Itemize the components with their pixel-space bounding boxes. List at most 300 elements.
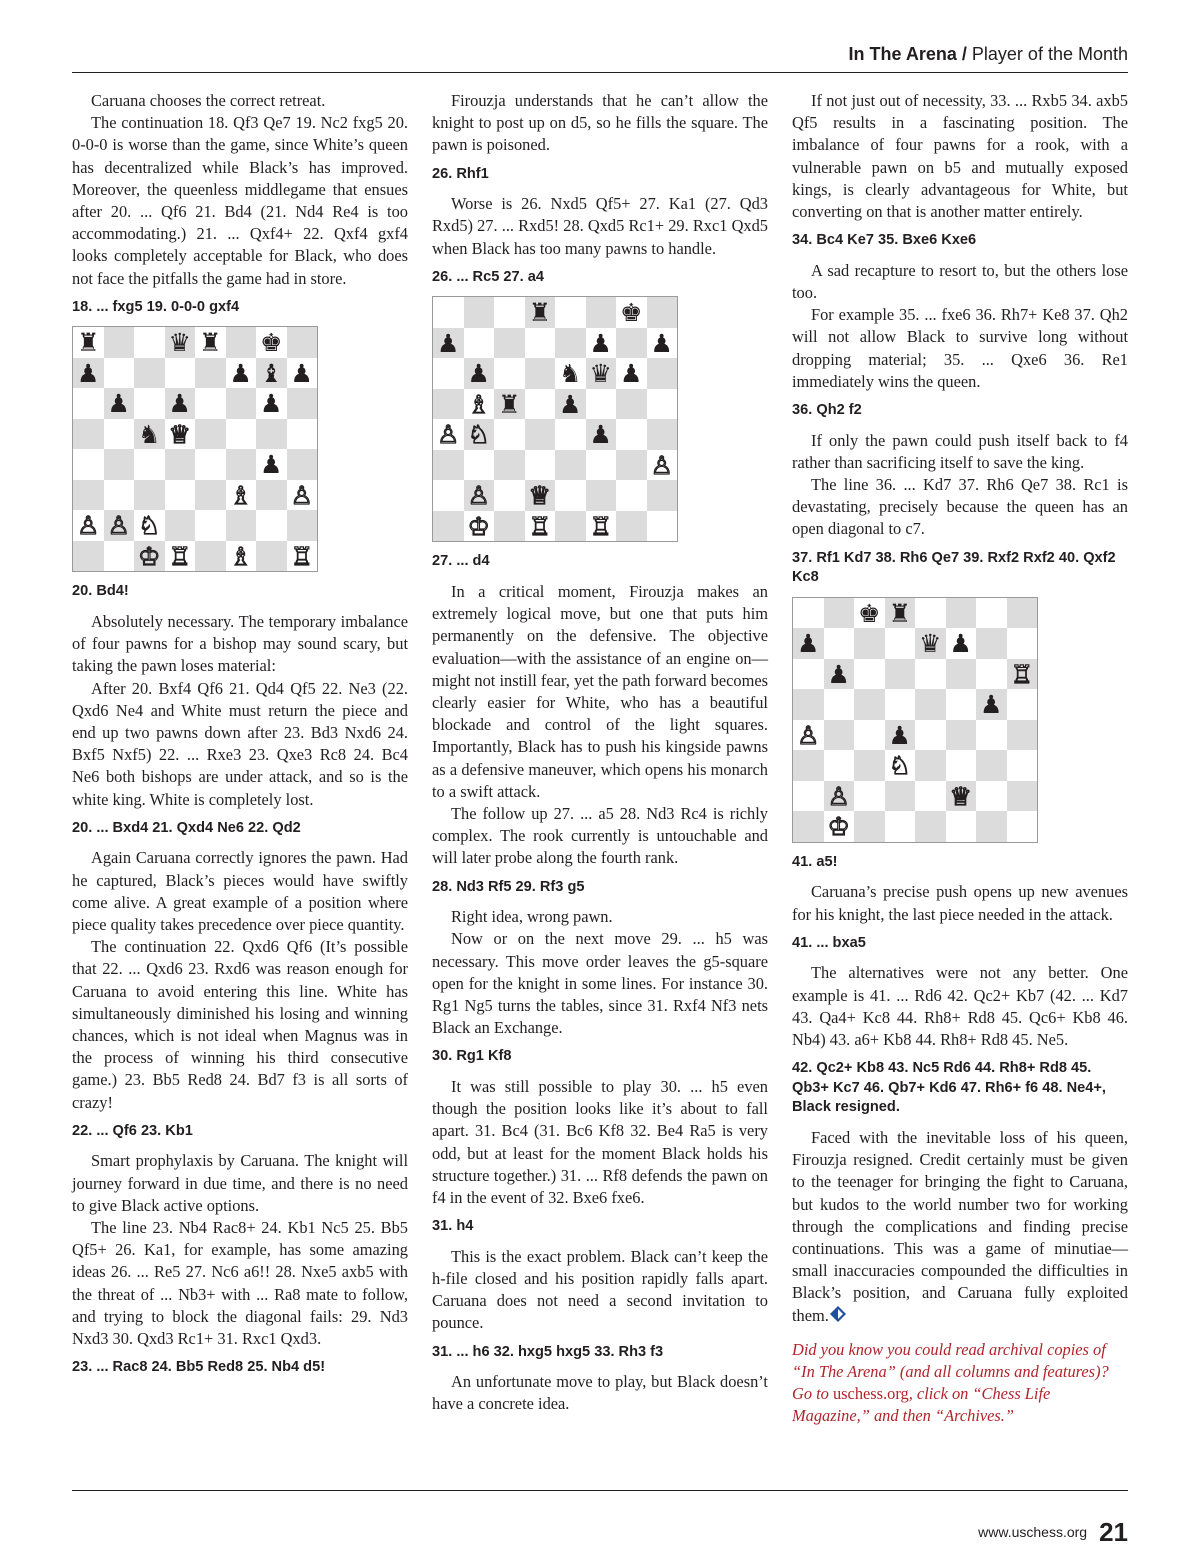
board-square [195, 388, 226, 419]
board-square [854, 628, 885, 659]
board-square [854, 598, 885, 629]
board-square [555, 511, 586, 542]
board-square [586, 480, 617, 511]
chess-piece-icon: ♟ [949, 629, 972, 659]
board-square [946, 689, 977, 720]
chess-piece-icon: ♞ [559, 359, 582, 389]
board-square [616, 389, 647, 420]
board-square [976, 781, 1007, 812]
board-square [433, 389, 464, 420]
move-heading: 26. Rhf1 [432, 165, 489, 182]
board-square [854, 811, 885, 842]
board-square [226, 358, 257, 389]
chess-piece-icon: ♕ [528, 481, 551, 511]
board-square [287, 449, 318, 480]
board-square [195, 449, 226, 480]
chess-piece-icon: ♚ [260, 328, 283, 358]
board-square [616, 297, 647, 328]
board-square [165, 541, 196, 572]
board-square [1007, 781, 1038, 812]
chess-piece-icon: ♜ [77, 328, 100, 358]
header-section: In The Arena / [848, 44, 967, 64]
paragraph-text: The line 23. Nb4 Rac8+ 24. Kb1 Nc5 25. Bb5 Qf5+ 26. Ka1, for example, has some amazing ideas 26. ... Re5 27. Nc6 a6!! 28. Nxe5 axb5 with the threat of ... Nb3+ with ... Ra8 mate to follow, and trying to block the diagonal fails: 29. Nd3 Nxd3 30. Qxd3 Rc1+ 31. Rxc1 Qxd3. [72, 1218, 408, 1349]
board-square [915, 720, 946, 751]
board-square [647, 328, 678, 359]
chess-piece-icon: ♟ [260, 450, 283, 480]
move-heading: 30. Rg1 Kf8 [432, 1048, 512, 1065]
body-paragraph [72, 847, 408, 936]
board-square [226, 388, 257, 419]
chess-piece-icon: ♕ [168, 419, 191, 449]
board-square [885, 598, 916, 629]
board-square [525, 389, 556, 420]
board-square [616, 419, 647, 450]
board-square [1007, 628, 1038, 659]
paragraph-text: In a critical moment, Firouzja makes an extremely logical move, but one that puts him permanently on the defensive. The objective evaluation—with the assistance of an engine on—might not instill fear, yet the path forward becomes clearly easier for White, who has a beautiful blockade and control of the light squares. Importantly, Black has to push his kingside pawns as a defensive maneuver, which opens his monarch to a swift attack. [432, 582, 768, 801]
page-number: 21 [1099, 1516, 1128, 1547]
board-square [104, 449, 135, 480]
board-square [793, 781, 824, 812]
board-square [854, 689, 885, 720]
board-square [464, 297, 495, 328]
board-square [104, 541, 135, 572]
chess-piece-icon: ♖ [528, 511, 551, 541]
board-square [647, 358, 678, 389]
move-heading: 31. h4 [432, 1218, 474, 1235]
chess-piece-icon: ♟ [980, 690, 1003, 720]
body-paragraph [792, 881, 1128, 925]
board-square [647, 450, 678, 481]
chess-piece-icon: ♟ [650, 328, 673, 358]
chess-board [432, 296, 678, 542]
board-square [915, 750, 946, 781]
chess-piece-icon: ♟ [589, 328, 612, 358]
board-square [134, 358, 165, 389]
board-square [616, 480, 647, 511]
board-square [915, 689, 946, 720]
paragraph-text: Absolutely necessary. The temporary imbalance of four pawns for a bishop may sound scary, but taking the pawn loses material: [72, 612, 408, 676]
chess-piece-icon: ♖ [168, 541, 191, 571]
board-square [586, 297, 617, 328]
move-heading: 31. ... h6 32. hxg5 hxg5 33. Rh3 f3 [432, 1343, 664, 1360]
chess-piece-icon: ♟ [77, 358, 100, 388]
board-square [134, 480, 165, 511]
promo-link[interactable]: uschess.org [832, 1384, 909, 1404]
board-square [195, 510, 226, 541]
chess-piece-icon: ♟ [827, 659, 850, 689]
board-square [1007, 659, 1038, 690]
board-square [555, 297, 586, 328]
board-square [586, 389, 617, 420]
paragraph-text: The continuation 18. Qf3 Qe7 19. Nc2 fxg5 20. 0-0-0 is worse than the game, since White’s queen has decentralized while Black’s has improved. Moreover, the queenless middlegame that ensues after 20. ... Qf6 21. Bd4 (21. Nd4 Re4 is too accommodating.) 21. ... Qxf4+ 22. Qxf4 gxf4 looks completely acceptable for Black, who does not face the pitfalls the game had in store. [72, 113, 408, 288]
move-heading: 27. ... d4 [432, 553, 490, 570]
board-square [256, 480, 287, 511]
page-footer [978, 1512, 1128, 1552]
body-paragraph [432, 1371, 768, 1415]
board-square [616, 511, 647, 542]
board-square [165, 449, 196, 480]
board-square [885, 781, 916, 812]
body-paragraph [432, 906, 768, 928]
board-square [946, 659, 977, 690]
chess-piece-icon: ♙ [797, 720, 820, 750]
chess-piece-icon: ♔ [827, 812, 850, 842]
board-square [946, 781, 977, 812]
chess-board [72, 326, 318, 572]
board-square [976, 750, 1007, 781]
chess-piece-icon: ♛ [919, 629, 942, 659]
paragraph-text: An unfortunate move to play, but Black doesn’t have a concrete idea. [432, 1372, 768, 1414]
board-square [73, 388, 104, 419]
board-square [134, 510, 165, 541]
body-paragraph [72, 678, 408, 811]
board-square [73, 480, 104, 511]
body-paragraph [792, 260, 1128, 304]
board-square [854, 720, 885, 751]
board-square [195, 541, 226, 572]
board-square [885, 811, 916, 842]
board-square [885, 689, 916, 720]
body-paragraph [432, 1246, 768, 1335]
board-square [226, 510, 257, 541]
chess-board [792, 597, 1038, 843]
chess-piece-icon: ♟ [467, 359, 490, 389]
board-square [647, 480, 678, 511]
board-square [824, 811, 855, 842]
board-square [433, 419, 464, 450]
move-heading: 22. ... Qf6 23. Kb1 [72, 1122, 193, 1139]
header-rule [72, 72, 1128, 73]
board-square [464, 358, 495, 389]
board-square [195, 480, 226, 511]
board-square [287, 510, 318, 541]
board-square [555, 419, 586, 450]
footer-url: www.uschess.org [978, 1524, 1088, 1540]
board-square [946, 811, 977, 842]
board-square [104, 480, 135, 511]
chess-piece-icon: ♙ [650, 450, 673, 480]
chess-piece-icon: ♗ [229, 480, 252, 510]
board-square [433, 328, 464, 359]
board-square [793, 720, 824, 751]
board-square [73, 510, 104, 541]
board-square [165, 480, 196, 511]
body-paragraph [72, 112, 408, 290]
board-square [586, 328, 617, 359]
chess-piece-icon: ♜ [199, 328, 222, 358]
board-square [616, 328, 647, 359]
move-heading: 34. Bc4 Ke7 35. Bxe6 Kxe6 [792, 232, 977, 249]
chess-piece-icon: ♜ [528, 298, 551, 328]
chess-piece-icon: ♟ [107, 389, 130, 419]
paragraph-text: For example 35. ... fxe6 36. Rh7+ Ke8 37. Qh2 will not allow Black to survive long without dropping material; 35. ... Qxe6 36. Re1 immediately wins the queen. [792, 305, 1128, 391]
board-square [464, 389, 495, 420]
board-square [104, 358, 135, 389]
board-square [104, 388, 135, 419]
board-square [885, 659, 916, 690]
paragraph-text: Worse is 26. Nxd5 Qf5+ 27. Ka1 (27. Qd3 Rxd5) 27. ... Rxd5! 28. Qxd5 Rc1+ 29. Rxc1 Qxd5 when Black has too many pawns to handle. [432, 194, 768, 258]
board-square [226, 327, 257, 358]
board-square [73, 419, 104, 450]
chess-piece-icon: ♟ [168, 389, 191, 419]
board-square [134, 419, 165, 450]
board-square [256, 327, 287, 358]
chess-piece-icon: ♟ [229, 358, 252, 388]
move-heading: 20. Bd4! [72, 583, 129, 600]
column-2 [432, 88, 768, 1416]
board-square [104, 510, 135, 541]
board-square [824, 628, 855, 659]
board-square [256, 510, 287, 541]
body-paragraph [432, 803, 768, 870]
board-square [793, 811, 824, 842]
body-paragraph [432, 193, 768, 260]
chess-diagram [792, 597, 1128, 843]
paragraph-text: Faced with the inevitable loss of his queen, Firouzja resigned. Credit certainly must be given to the teenager for bringing the fight to Caruana, but kudos to the world number two for working through the complications and finding precise continuations. This was a game of minutiae—small inaccuracies compounded the difficulties in Black’s position, and Caruana fully exploited them. [792, 1128, 1128, 1325]
board-square [464, 450, 495, 481]
chess-piece-icon: ♚ [858, 598, 881, 628]
board-square [134, 449, 165, 480]
board-square [433, 358, 464, 389]
board-square [824, 659, 855, 690]
chess-piece-icon: ♚ [620, 298, 643, 328]
board-square [165, 510, 196, 541]
board-square [287, 541, 318, 572]
chess-piece-icon: ♛ [589, 359, 612, 389]
board-square [616, 450, 647, 481]
move-heading: 20. ... Bxd4 21. Qxd4 Ne6 22. Qd2 [72, 819, 301, 836]
chess-piece-icon: ♜ [498, 389, 521, 419]
body-paragraph [72, 1150, 408, 1217]
board-square [525, 480, 556, 511]
board-square [525, 328, 556, 359]
body-paragraph [792, 90, 1128, 223]
board-square [555, 358, 586, 389]
board-square [134, 541, 165, 572]
paragraph-text: The continuation 22. Qxd6 Qf6 (It’s possible that 22. ... Qxd6 23. Rxd6 was reason enough for Caruana to avoid entering this line. White has simultaneously diminished his losing and winning chances, which is not ideal when Magnus was in the process of winning his third consecutive game.) 23. Bb5 Red8 24. Bd7 f3 is all sorts of crazy! [72, 937, 408, 1112]
chess-piece-icon: ♗ [229, 541, 252, 571]
board-square [464, 328, 495, 359]
board-square [494, 419, 525, 450]
board-square [165, 358, 196, 389]
paragraph-text: Smart prophylaxis by Caruana. The knight will journey forward in due time, and there is no need to give Black active options. [72, 1151, 408, 1215]
board-square [824, 598, 855, 629]
board-square [287, 419, 318, 450]
board-square [647, 389, 678, 420]
chess-piece-icon: ♔ [467, 511, 490, 541]
paragraph-text: After 20. Bxf4 Qf6 21. Qd4 Qf5 22. Ne3 (22. Qxd6 Ne4 and White must return the piece and end up two pawns down after 23. Bd3 Nxd6 24. Bxf5 Nxf5) 22. ... Rxe3 23. Qxe3 Rc8 24. Bc4 Ne6 both bishops are under attack, and so is the white king. White is completely lost. [72, 678, 408, 809]
body-paragraph [72, 936, 408, 1114]
body-paragraph [72, 90, 408, 112]
board-square [946, 628, 977, 659]
board-square [525, 297, 556, 328]
board-square [555, 480, 586, 511]
body-paragraph [792, 430, 1128, 474]
board-square [647, 419, 678, 450]
board-square [885, 720, 916, 751]
board-square [464, 480, 495, 511]
board-square [494, 389, 525, 420]
chess-diagram [432, 296, 768, 542]
board-square [915, 781, 946, 812]
board-square [104, 327, 135, 358]
chess-piece-icon: ♟ [589, 420, 612, 450]
board-square [824, 720, 855, 751]
chess-piece-icon: ♘ [888, 751, 911, 781]
chess-piece-icon: ♙ [467, 481, 490, 511]
board-square [824, 781, 855, 812]
board-square [433, 450, 464, 481]
chess-piece-icon: ♙ [77, 511, 100, 541]
board-square [73, 327, 104, 358]
footer-rule [72, 1490, 1128, 1491]
paragraph-text: It was still possible to play 30. ... h5 even though the position looks like it’s about to fall apart. 31. Bc4 (31. Bc6 Kf8 32. Be4 Ra5 is very odd, but at least for the moment Black holds his structure together.) 31. ... Rf8 defends the pawn on f4 in the event of 32. Bxe6 fxe6. [432, 1077, 768, 1208]
board-square [433, 297, 464, 328]
chess-piece-icon: ♛ [168, 328, 191, 358]
board-square [195, 358, 226, 389]
body-paragraph [432, 581, 768, 803]
chess-piece-icon: ♟ [797, 629, 820, 659]
body-paragraph [432, 90, 768, 157]
board-square [464, 419, 495, 450]
board-square [976, 659, 1007, 690]
paragraph-text: Caruana’s precise push opens up new avenues for his knight, the last piece needed in the attack. [792, 882, 1128, 924]
board-square [555, 450, 586, 481]
board-square [854, 781, 885, 812]
board-square [494, 297, 525, 328]
chess-piece-icon: ♟ [559, 389, 582, 419]
move-heading: 42. Qc2+ Kb8 43. Nc5 Rd6 44. Rh8+ Rd8 45. Qb3+ Kc7 46. Qb7+ Kd6 47. Rh6+ f6 48. Ne4+, Black resigned. [792, 1060, 1106, 1116]
move-heading: 18. ... fxg5 19. 0-0-0 gxf4 [72, 298, 240, 315]
board-square [854, 750, 885, 781]
board-square [1007, 811, 1038, 842]
board-square [976, 628, 1007, 659]
board-square [1007, 750, 1038, 781]
board-square [494, 358, 525, 389]
body-paragraph [432, 1076, 768, 1209]
board-square [793, 659, 824, 690]
board-square [915, 598, 946, 629]
paragraph-text: A sad recapture to resort to, but the others lose too. [792, 260, 1128, 303]
board-square [73, 449, 104, 480]
board-square [946, 598, 977, 629]
paragraph-text: The alternatives were not any better. One example is 41. ... Rd6 42. Qc2+ Kb7 (42. ... Kd7 43. Qa4+ Kc8 44. Rh8+ Rd8 45. Qc6+ Kb8 46. Nb4) 43. a6+ Kb8 44. Rh8+ Rd8 45. Ne5. [792, 963, 1128, 1050]
body-paragraph [72, 611, 408, 678]
body-paragraph [792, 304, 1128, 393]
board-square [793, 598, 824, 629]
board-square [824, 750, 855, 781]
paragraph-text: Now or on the next move 29. ... h5 was necessary. This move order leaves the g5-square open for the knight in some lines. For instance 30. Rg1 Ng5 turns the tables, since 31. Rxf4 Nf3 nets Black an Exchange. [432, 929, 768, 1038]
board-square [256, 449, 287, 480]
chess-piece-icon: ♜ [888, 598, 911, 628]
paragraph-text: This is the exact problem. Black can’t keep the h-file closed and his position rapidly falls apart. Caruana does not need a second invitation to pounce. [432, 1246, 768, 1333]
chess-piece-icon: ♟ [888, 720, 911, 750]
chess-piece-icon: ♙ [290, 480, 313, 510]
board-square [494, 450, 525, 481]
chess-piece-icon: ♟ [437, 328, 460, 358]
chess-piece-icon: ♖ [1010, 659, 1033, 689]
chess-piece-icon: ♙ [107, 511, 130, 541]
board-square [793, 628, 824, 659]
move-heading: 36. Qh2 f2 [792, 402, 862, 419]
board-square [946, 750, 977, 781]
move-heading: 41. ... bxa5 [792, 934, 866, 951]
chess-piece-icon: ♔ [138, 541, 161, 571]
body-paragraph [72, 1217, 408, 1350]
chess-piece-icon: ♟ [290, 358, 313, 388]
chess-piece-icon: ♙ [437, 420, 460, 450]
chess-piece-icon: ♗ [467, 389, 490, 419]
chess-piece-icon: ♟ [620, 359, 643, 389]
board-square [256, 358, 287, 389]
board-square [256, 541, 287, 572]
board-square [195, 419, 226, 450]
board-square [586, 358, 617, 389]
paragraph-text: The follow up 27. ... a5 28. Nd3 Rc4 is richly complex. The rook currently is untouchable and will later probe along the fourth rank. [432, 804, 768, 868]
board-square [494, 480, 525, 511]
chess-piece-icon: ♞ [138, 419, 161, 449]
board-square [586, 511, 617, 542]
board-square [433, 511, 464, 542]
promo-text: Did you know you could read archival copies of “In The Arena” (and all columns and features)? Go to [792, 1339, 1109, 1404]
body-paragraph [792, 962, 1128, 1051]
board-square [854, 659, 885, 690]
chess-diagram [72, 326, 408, 572]
move-heading: 26. ... Rc5 27. a4 [432, 268, 544, 285]
promo-text: , click on “Chess Life Magazine,” and then “Archives.” [792, 1384, 1051, 1426]
board-square [1007, 598, 1038, 629]
board-square [287, 358, 318, 389]
header-subsection: Player of the Month [971, 44, 1128, 64]
board-square [525, 511, 556, 542]
chess-piece-icon: ♖ [290, 541, 313, 571]
board-square [134, 327, 165, 358]
board-square [647, 297, 678, 328]
board-square [1007, 720, 1038, 751]
board-square [824, 689, 855, 720]
board-square [915, 659, 946, 690]
chess-piece-icon: ♟ [260, 389, 283, 419]
body-paragraph [792, 474, 1128, 541]
chess-piece-icon: ♝ [260, 358, 283, 388]
board-square [525, 358, 556, 389]
board-square [73, 358, 104, 389]
board-square [165, 419, 196, 450]
paragraph-text: If not just out of necessity, 33. ... Rxb5 34. axb5 Qf5 results in a fascinating position. The imbalance of four pawns for a rook, with a vulnerable pawn on b5 and mutually exposed kings, is clearly advantageous for White, but converting on that is another matter entirely. [792, 91, 1128, 222]
board-square [555, 389, 586, 420]
board-square [195, 327, 226, 358]
board-square [226, 419, 257, 450]
move-heading: 41. a5! [792, 853, 838, 870]
paragraph-text: Again Caruana correctly ignores the pawn. Had he captured, Black’s pieces would have swiftly come alive. A great example of a position where piece quality takes precedence over piece quantity. [72, 848, 408, 935]
board-square [555, 328, 586, 359]
paragraph-text: Right idea, wrong pawn. [451, 907, 613, 927]
board-square [586, 419, 617, 450]
board-square [226, 449, 257, 480]
body-paragraph [792, 1127, 1128, 1327]
move-heading: 37. Rf1 Kd7 38. Rh6 Qe7 39. Rxf2 Rxf2 40. Qxf2 Kc8 [792, 549, 1116, 586]
board-square [586, 450, 617, 481]
board-square [647, 511, 678, 542]
column-1 [72, 88, 408, 1387]
board-square [287, 480, 318, 511]
chess-piece-icon: ♘ [138, 511, 161, 541]
column-3 [792, 88, 1128, 1428]
board-square [165, 327, 196, 358]
board-square [616, 358, 647, 389]
board-square [946, 720, 977, 751]
archive-promo [792, 1339, 1128, 1428]
